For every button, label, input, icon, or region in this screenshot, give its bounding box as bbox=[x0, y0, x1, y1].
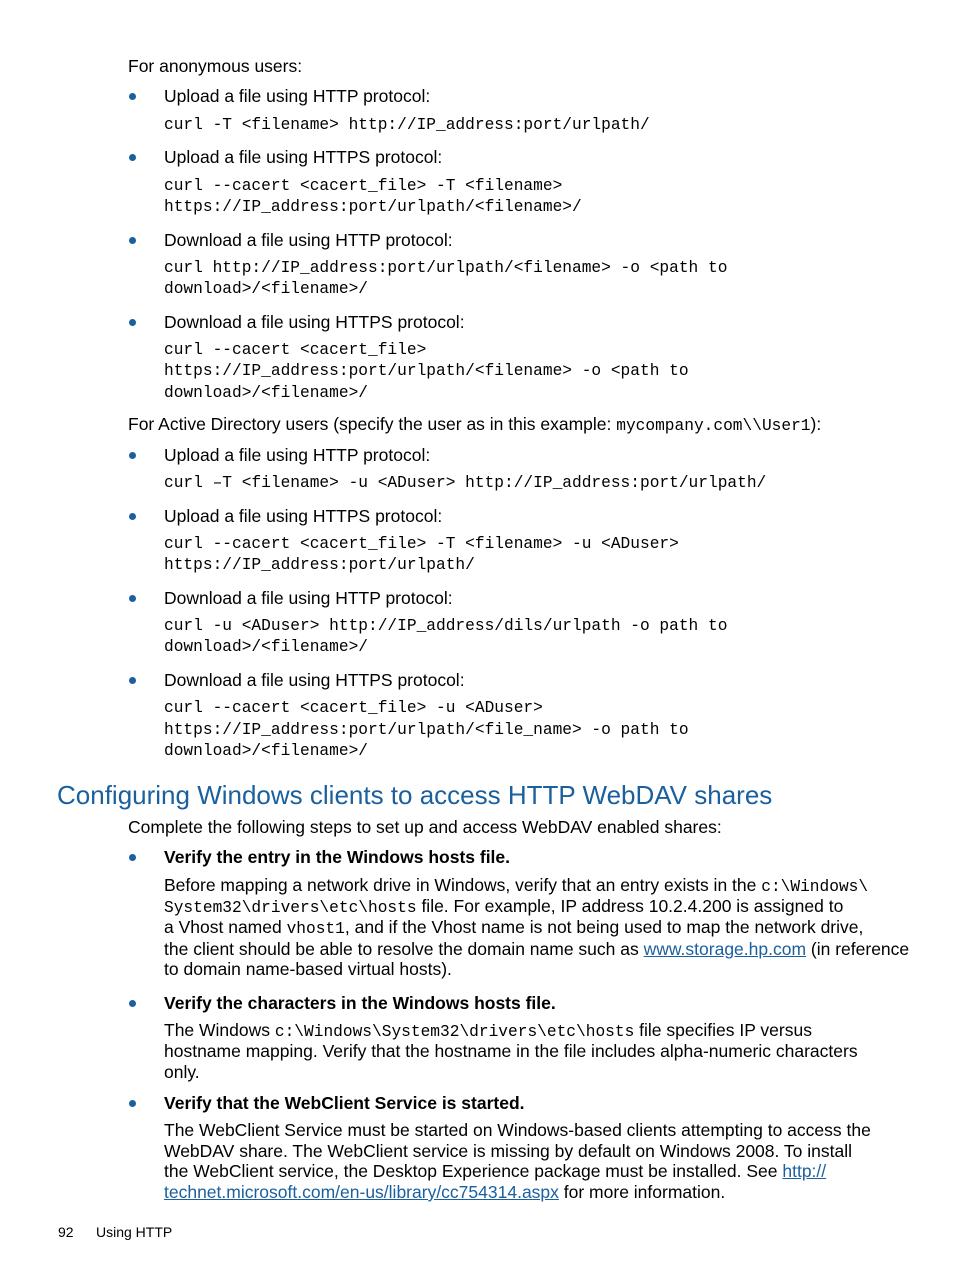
bullet-icon bbox=[129, 154, 136, 161]
step-text bbox=[164, 1182, 725, 1203]
bullet-icon bbox=[129, 237, 136, 244]
code-line: curl --cacert <cacert_file> bbox=[164, 341, 427, 359]
list-item: Download a file using HTTP protocol: bbox=[164, 588, 453, 608]
step-text bbox=[164, 939, 909, 960]
step-text-part: a Vhost named bbox=[164, 917, 287, 937]
bullet-icon bbox=[129, 595, 136, 602]
step-text bbox=[164, 1020, 812, 1043]
list-item: Upload a file using HTTPS protocol: bbox=[164, 506, 443, 526]
step-text-part: The Windows bbox=[164, 1020, 275, 1040]
step-title: Verify the entry in the Windows hosts file. bbox=[164, 847, 511, 867]
list-item: Download a file using HTTP protocol: bbox=[164, 230, 453, 250]
step-text: only. bbox=[164, 1062, 200, 1082]
step-text: hostname mapping. Verify that the hostname in the file includes alpha-numeric characters bbox=[164, 1041, 858, 1061]
bullet-icon bbox=[129, 319, 136, 326]
step-title: Verify that the WebClient Service is started. bbox=[164, 1093, 525, 1113]
step-text bbox=[164, 1161, 826, 1182]
code-line: curl -T <filename> http://IP_address:port/urlpath/ bbox=[164, 116, 650, 134]
list-item: Upload a file using HTTP protocol: bbox=[164, 86, 431, 106]
step-text: The WebClient Service must be started on Windows-based clients attempting to access the bbox=[164, 1120, 871, 1140]
list-item: Upload a file using HTTP protocol: bbox=[164, 445, 431, 465]
bullet-icon bbox=[129, 854, 136, 861]
list-item: Download a file using HTTPS protocol: bbox=[164, 312, 465, 332]
step-title: Verify the characters in the Windows hosts file. bbox=[164, 993, 556, 1013]
list-item: Download a file using HTTPS protocol: bbox=[164, 670, 465, 690]
code-line: curl http://IP_address:port/urlpath/<filename> -o <path to bbox=[164, 259, 728, 277]
bullet-icon bbox=[129, 513, 136, 520]
path-code: System32\drivers\etc\hosts bbox=[164, 899, 417, 917]
footer-title: Using HTTP bbox=[96, 1224, 173, 1240]
code-line: download>/<filename>/ bbox=[164, 384, 368, 402]
code-line: curl –T <filename> -u <ADuser> http://IP_address:port/urlpath/ bbox=[164, 474, 767, 492]
technet-link[interactable]: technet.microsoft.com/en-us/library/cc754314.aspx bbox=[164, 1182, 559, 1202]
code-line: curl -u <ADuser> http://IP_address/dils/urlpath -o path to bbox=[164, 617, 728, 635]
code-line: download>/<filename>/ bbox=[164, 280, 368, 298]
step-text-part: , and if the Vhost name is not being used to map the network drive, bbox=[344, 917, 864, 937]
step-text-part: (in reference bbox=[806, 939, 910, 959]
page-number: 92 bbox=[58, 1224, 74, 1240]
step-text-part: the WebClient service, the Desktop Experience package must be installed. See bbox=[164, 1161, 783, 1181]
section-heading: Configuring Windows clients to access HTTP WebDAV shares bbox=[57, 780, 773, 810]
step-text bbox=[164, 917, 863, 940]
bullet-icon bbox=[129, 677, 136, 684]
code-line: https://IP_address:port/urlpath/<filename>/ bbox=[164, 198, 582, 216]
step-text bbox=[164, 896, 843, 919]
step-text: WebDAV share. The WebClient service is missing by default on Windows 2008. To install bbox=[164, 1141, 853, 1161]
ad-intro-end: ): bbox=[810, 414, 822, 434]
code-line: https://IP_address:port/urlpath/ bbox=[164, 556, 475, 574]
anonymous-intro: For anonymous users: bbox=[128, 56, 303, 76]
bullet-icon bbox=[129, 93, 136, 100]
section-intro: Complete the following steps to set up and access WebDAV enabled shares: bbox=[128, 817, 722, 837]
list-item: Upload a file using HTTPS protocol: bbox=[164, 147, 443, 167]
path-code: c:\Windows\System32\drivers\etc\hosts bbox=[274, 1023, 635, 1041]
step-text-part: for more information. bbox=[558, 1182, 726, 1202]
code-line: download>/<filename>/ bbox=[164, 638, 368, 656]
technet-link[interactable]: http:// bbox=[782, 1161, 827, 1181]
step-text-part: file specifies IP versus bbox=[634, 1020, 812, 1040]
code-line: download>/<filename>/ bbox=[164, 742, 368, 760]
step-text bbox=[164, 875, 868, 898]
bullet-icon bbox=[129, 1000, 136, 1007]
vhost-code: vhost1 bbox=[286, 920, 345, 938]
code-line: curl --cacert <cacert_file> -u <ADuser> bbox=[164, 699, 543, 717]
bullet-icon bbox=[129, 1100, 136, 1107]
step-text-part: Before mapping a network drive in Windows, verify that an entry exists in the bbox=[164, 875, 762, 895]
step-text-part: file. For example, IP address 10.2.4.200 is assigned to bbox=[416, 896, 844, 916]
path-code: c:\Windows\ bbox=[761, 878, 869, 896]
code-line: https://IP_address:port/urlpath/<filename> -o <path to bbox=[164, 362, 689, 380]
bullet-icon bbox=[129, 452, 136, 459]
step-text: to domain name-based virtual hosts). bbox=[164, 959, 452, 979]
step-text-part: the client should be able to resolve the domain name such as bbox=[164, 939, 644, 959]
storage-link[interactable]: www.storage.hp.com bbox=[643, 939, 807, 959]
code-line: https://IP_address:port/urlpath/<file_name> -o path to bbox=[164, 721, 689, 739]
code-line: curl --cacert <cacert_file> -T <filename> -u <ADuser> bbox=[164, 535, 679, 553]
code-line: curl --cacert <cacert_file> -T <filename> bbox=[164, 177, 563, 195]
ad-intro-example: mycompany.com\\User1 bbox=[616, 417, 811, 435]
ad-intro bbox=[128, 414, 821, 437]
ad-intro-text: For Active Directory users (specify the user as in this example: bbox=[128, 414, 617, 434]
